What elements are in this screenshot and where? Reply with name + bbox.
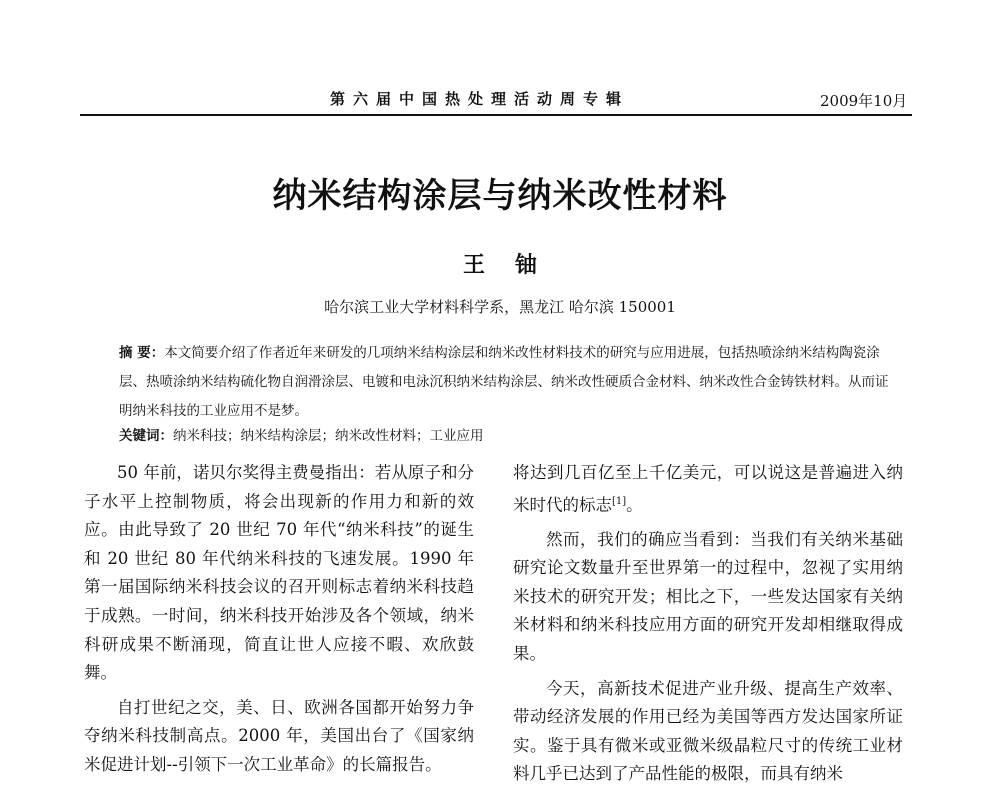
paragraph: 然而，我们的确应当看到：当我们有关纳米基础研究论文数量升至世界第一的过程中，忽视了实用纳米技术的研究开发；相比之下，一些发达国家有关纳米材料和纳米科技应用方面的研究开发却相继取得成果。	[513, 529, 903, 664]
paragraph-text: 将达到几百亿至上千亿美元，可以说这是普遍进入纳米时代的标志	[513, 463, 903, 515]
abstract	[119, 339, 889, 426]
paragraph-end: 。	[626, 495, 643, 515]
issue-date: 2009年10月	[820, 92, 908, 110]
body-column-left	[84, 459, 474, 780]
abstract-text: 本文简要介绍了作者近年来研发的几项纳米结构涂层和纳米改性材料技术的研究与应用进展，包括热喷涂纳米结构陶瓷涂层、热喷涂纳米结构硫化物自润滑涂层、电镀和电泳沉积纳米结构涂层、纳米改性硬质合金材料、纳米改性合金铸铁材料。从而证明纳米科技的工业应用不是梦。	[119, 345, 889, 419]
paragraph: 自打世纪之交，美、日、欧洲各国都开始努力争夺纳米科技制高点。2000 年，美国出台了《国家纳米促进计划--引领下一次工业革命》的长篇报告。	[84, 697, 474, 774]
journal-header: 第六届中国热处理活动周专辑	[330, 90, 630, 108]
author: 王铀	[462, 252, 567, 278]
paper-title: 纳米结构涂层与纳米改性材料	[272, 176, 728, 216]
abstract-label: 摘 要：	[119, 345, 165, 361]
affiliation: 哈尔滨工业大学材料科学系，黑龙江 哈尔滨 150001	[324, 298, 676, 316]
keywords-text: 纳米科技；纳米结构涂层；纳米改性材料；工业应用	[173, 428, 484, 444]
keywords	[119, 424, 484, 444]
keywords-label: 关键词：	[119, 428, 173, 444]
citation: [1]	[612, 495, 627, 507]
paragraph-continued	[513, 459, 903, 520]
paragraph: 50 年前，诺贝尔奖得主费曼指出：若从原子和分子水平上控制物质，将会出现新的作用力和新的效应。由此导致了 20 世纪 70 年代“纳米科技”的诞生和 20 世纪 80 年代纳米科技的飞速发展。1990 年第一届国际纳米科技会议的召开则标志着纳米科技趋于成熟。一时间，纳米科技开始涉及各个领域，纳米科研成果不断涌现，简直让世人应接不暇、欢欣鼓舞。	[84, 463, 474, 683]
body-column-right	[513, 459, 903, 789]
header-rule	[80, 114, 912, 116]
paragraph: 今天，高新技术促进产业升级、提高生产效率、带动经济发展的作用已经为美国等西方发达国家所证实。鉴于具有微米或亚微米级晶粒尺寸的传统工业材料几乎已达到了产品性能的极限，而具有纳米	[513, 678, 903, 784]
